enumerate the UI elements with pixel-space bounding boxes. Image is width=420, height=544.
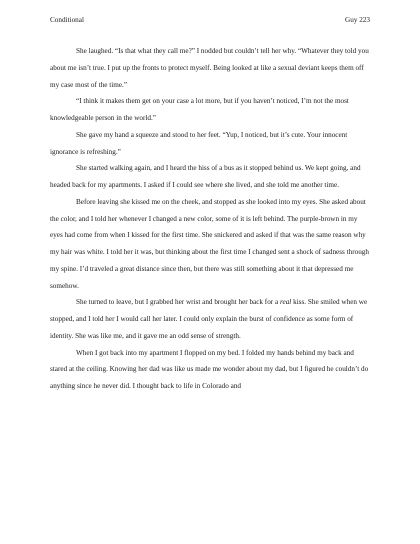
paragraph: When I got back into my apartment I flopped on my bed. I folded my hands behind my back and stared at the ceiling. Knowing her dad was like us made me wonder about my dad, but I figured he couldn’t do anything since he never did. I thought back to life in Colorado and — [50, 348, 369, 390]
header-page-number: Guy 223 — [345, 16, 370, 24]
emphasized-word: real — [279, 298, 292, 307]
paragraph-text: kiss. She smiled when we stopped, and I told her I would call her later. I could only explain the burst of confidence as some form of identity. She was like me, and it gave me an odd sense of strength. — [50, 298, 368, 340]
header-title: Conditional — [50, 16, 84, 24]
body-text — [50, 43, 370, 395]
paragraph — [50, 294, 370, 344]
running-header — [50, 16, 370, 25]
paragraph-text: She turned to leave, but I grabbed her wrist and brought her back for a — [76, 298, 280, 307]
paragraph: She gave my hand a squeeze and stood to her feet. “Yup, I noticed, but it’s cute. Your innocent ignorance is refreshing.” — [50, 130, 348, 156]
paragraph: “I think it makes them get on your case a lot more, but if you haven’t noticed, I’m not the most knowledgeable person in the world.” — [50, 97, 349, 122]
paragraph: Before leaving she kissed me on the cheek, and stopped as she looked into my eyes. She asked about the color, and I told her whenever I changed a new color, some of it is left behind. The purple-brown in my eyes had come from when I kissed for the first time. She snickered and asked if that was the same reason why my hair was white. I told her it was, but thinking about the first time I changed sent a shock of sadness through my spine. I’d traveled a great distance since then, but there was still something about it that depressed me somehow. — [50, 197, 369, 290]
paragraph: She laughed. “Is that what they call me?” I nodded but couldn’t tell her why. “Whatever they told you about me isn’t true. I put up the fronts to protect myself. Being looked at like a sexual deviant keeps them off my case most of the time.” — [50, 47, 369, 89]
paragraph: She started walking again, and I heard the hiss of a bus as it stopped behind us. We kept going, and headed back for my apartments. I asked if I could see where she lived, and she told me another time. — [50, 164, 361, 189]
